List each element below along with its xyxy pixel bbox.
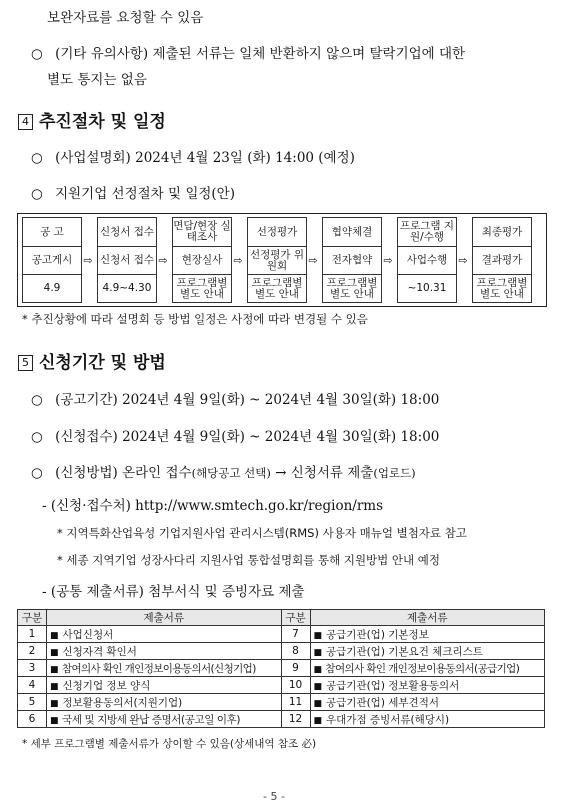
bullet-circle: ○	[31, 186, 43, 202]
text-line: (기타 유의사항) 제출된 서류는 일체 반환하지 않으며 탈락기업에 대한	[55, 46, 466, 62]
method-text: (신청방법) 온라인 접수	[55, 465, 192, 481]
text-line: 보완자료를 요청할 수 있음	[47, 10, 204, 26]
section-title: 추진절차 및 일정	[39, 112, 166, 132]
square-bullet-icon: ■	[313, 630, 323, 641]
table-cell	[310, 711, 545, 728]
flow-step-title: 면담/현장 실태조사	[173, 218, 231, 247]
square-bullet-icon: ■	[313, 664, 322, 675]
bullet-item	[31, 425, 439, 445]
flow-step-title: 프로그램 지원/수행	[398, 218, 456, 247]
flow-step-date: ~10.31	[407, 282, 447, 294]
section-number: 4	[18, 114, 33, 130]
flow-arrow-icon: ⇨	[158, 254, 168, 267]
table-cell	[310, 694, 545, 711]
bullet-circle: ○	[31, 150, 43, 166]
flow-note: * 추진상황에 따라 설명회 등 방법 일정은 사정에 따라 변경될 수 있음	[22, 312, 368, 326]
square-bullet-icon: ■	[50, 630, 59, 641]
doc-name: 공급기관(업) 기본정보	[326, 628, 429, 641]
page-number: - 5 -	[263, 790, 285, 803]
sub-note: * 지역특화산업육성 기업지원사업 관리시스템(RMS) 사용자 매뉴얼 별첨자료 참고	[57, 526, 467, 540]
doc-name: 공급기관(업) 기본요건 체크리스트	[326, 645, 483, 658]
flow-step-title: 최종평가	[473, 218, 531, 247]
table-row	[18, 694, 545, 711]
section-heading	[18, 107, 166, 132]
table-cell	[310, 626, 545, 643]
flow-arrow-icon: ⇨	[308, 254, 318, 267]
flow-arrow-icon: ⇨	[233, 254, 243, 267]
table-cell	[310, 660, 545, 677]
table-cell-num: 11	[281, 694, 310, 711]
flow-step-date: 프로그램별 별도 안내	[476, 276, 528, 300]
table-cell-num: 5	[18, 694, 47, 711]
flow-step-name: 전자협약	[323, 247, 381, 275]
flow-arrow-icon: ⇨	[83, 254, 93, 267]
process-flow	[17, 213, 547, 307]
square-bullet-icon: ■	[313, 715, 323, 726]
table-cell	[310, 677, 545, 694]
square-bullet-icon: ■	[313, 681, 323, 692]
table-row	[18, 643, 545, 660]
bullet-item	[31, 42, 465, 62]
table-cell	[47, 711, 282, 728]
table-header: 제출서류	[310, 610, 545, 626]
flow-step-date: 4.9~4.30	[102, 282, 152, 294]
flow-step-title: 공 고	[23, 218, 81, 247]
flow-step-title: 협약체결	[323, 218, 381, 247]
table-header: 구분	[18, 610, 47, 626]
flow-arrow-icon: ⇨	[458, 254, 468, 267]
square-bullet-icon: ■	[50, 715, 59, 726]
table-cell-num: 8	[281, 643, 310, 660]
documents-table	[17, 609, 545, 728]
flow-step	[472, 217, 532, 303]
square-bullet-icon: ■	[50, 647, 59, 658]
process-heading: 지원기업 선정절차 및 일정(안)	[55, 186, 235, 202]
doc-name: 공급기관(업) 정보활용동의서	[326, 679, 460, 692]
table-cell	[47, 694, 282, 711]
bullet-circle: ○	[31, 392, 43, 408]
square-bullet-icon: ■	[313, 647, 323, 658]
flow-step	[247, 217, 307, 303]
flow-step-date: 프로그램별 별도 안내	[176, 276, 228, 300]
notice-period: (공고기간) 2024년 4월 9일(화) ~ 2024년 4월 30일(화) 18:00	[55, 392, 440, 408]
bullet-item	[31, 182, 235, 202]
sub-item-url[interactable]: - (신청·접수처) http://www.smtech.go.kr/region/rms	[42, 498, 384, 514]
bullet-item	[31, 146, 355, 166]
table-cell	[47, 677, 282, 694]
section-title: 신청기간 및 방법	[39, 353, 166, 373]
doc-name: 신청자격 확인서	[62, 645, 137, 658]
sub-item: - (공통 제출서류) 첨부서식 및 증빙자료 제출	[42, 584, 305, 600]
table-cell	[47, 626, 282, 643]
table-header: 구분	[281, 610, 310, 626]
table-cell	[47, 643, 282, 660]
doc-name: 참여의사 확인 개인정보이용동의서(신청기업)	[61, 662, 256, 675]
bullet-item	[31, 388, 439, 408]
table-cell-num: 6	[18, 711, 47, 728]
table-cell-num: 3	[18, 660, 47, 677]
bullet-circle: ○	[31, 429, 43, 445]
table-cell-num: 9	[281, 660, 310, 677]
square-bullet-icon: ■	[50, 681, 59, 692]
square-bullet-icon: ■	[50, 664, 58, 675]
application-period: (신청접수) 2024년 4월 9일(화) ~ 2024년 4월 30일(화) 18:00	[55, 429, 440, 445]
doc-name: 참여의사 확인 개인정보이용동의서(공급기업)	[325, 662, 520, 675]
table-footnote: * 세부 프로그램별 제출서류가 상이할 수 있음(상세내역 참조 必)	[22, 738, 317, 750]
flow-step	[172, 217, 232, 303]
flow-step	[22, 217, 82, 303]
flow-step-title: 신청서 접수	[98, 218, 156, 247]
flow-step-name: 현장실사	[173, 247, 231, 275]
text-line: 별도 통지는 없음	[47, 72, 147, 88]
flow-step-name: 선정평가 위원회	[248, 247, 306, 275]
table-cell-num: 7	[281, 626, 310, 643]
arrow-icon: →	[275, 465, 287, 481]
section-number: 5	[18, 355, 33, 371]
bullet-item	[31, 461, 416, 481]
sub-note: * 세종 지역기업 성장사다리 지원사업 통합설명회를 통해 지원방법 안내 예정	[57, 553, 441, 567]
doc-name: 사업신청서	[62, 628, 114, 641]
flow-step-name: 사업수행	[398, 247, 456, 275]
doc-name: 신청기업 정보 양식	[62, 679, 151, 692]
table-row	[18, 677, 545, 694]
flow-step	[322, 217, 382, 303]
method-text: 신청서류 제출	[290, 465, 374, 481]
flow-step-name: 결과평가	[473, 247, 531, 275]
bullet-circle: ○	[31, 46, 43, 62]
flow-step-name: 공고게시	[23, 247, 81, 275]
table-cell-num: 4	[18, 677, 47, 694]
table-cell-num: 12	[281, 711, 310, 728]
flow-step-title: 선정평가	[248, 218, 306, 247]
bullet-circle: ○	[31, 465, 43, 481]
table-row	[18, 626, 545, 643]
table-cell	[47, 660, 282, 677]
flow-step-date: 프로그램별 별도 안내	[326, 276, 378, 300]
table-cell-num: 2	[18, 643, 47, 660]
table-cell-num: 10	[281, 677, 310, 694]
method-small: (해당공고 선택)	[191, 466, 271, 480]
doc-name: 우대가점 증빙서류(해당시)	[326, 713, 450, 726]
doc-name: 공급기관(업) 세부견적서	[326, 696, 439, 709]
flow-arrow-icon: ⇨	[383, 254, 393, 267]
flow-step	[97, 217, 157, 303]
square-bullet-icon: ■	[50, 698, 59, 709]
flow-step-date: 프로그램별 별도 안내	[251, 276, 303, 300]
doc-name: 정보활용동의서(지원기업)	[62, 696, 183, 709]
square-bullet-icon: ■	[313, 698, 323, 709]
method-small: (업로드)	[373, 466, 416, 480]
table-header: 제출서류	[47, 610, 282, 626]
table-header-row	[18, 610, 545, 626]
table-cell	[310, 643, 545, 660]
table-row	[18, 660, 545, 677]
info-schedule: (사업설명회) 2024년 4월 23일 (화) 14:00 (예정)	[55, 150, 355, 166]
flow-step-name: 신청서 접수	[98, 247, 156, 275]
table-row	[18, 711, 545, 728]
table-cell-num: 1	[18, 626, 47, 643]
section-heading	[18, 348, 166, 373]
flow-step	[397, 217, 457, 303]
doc-name: 국세 및 지방세 완납 증명서(공고일 이후)	[62, 713, 241, 726]
flow-step-date: 4.9	[43, 282, 61, 294]
